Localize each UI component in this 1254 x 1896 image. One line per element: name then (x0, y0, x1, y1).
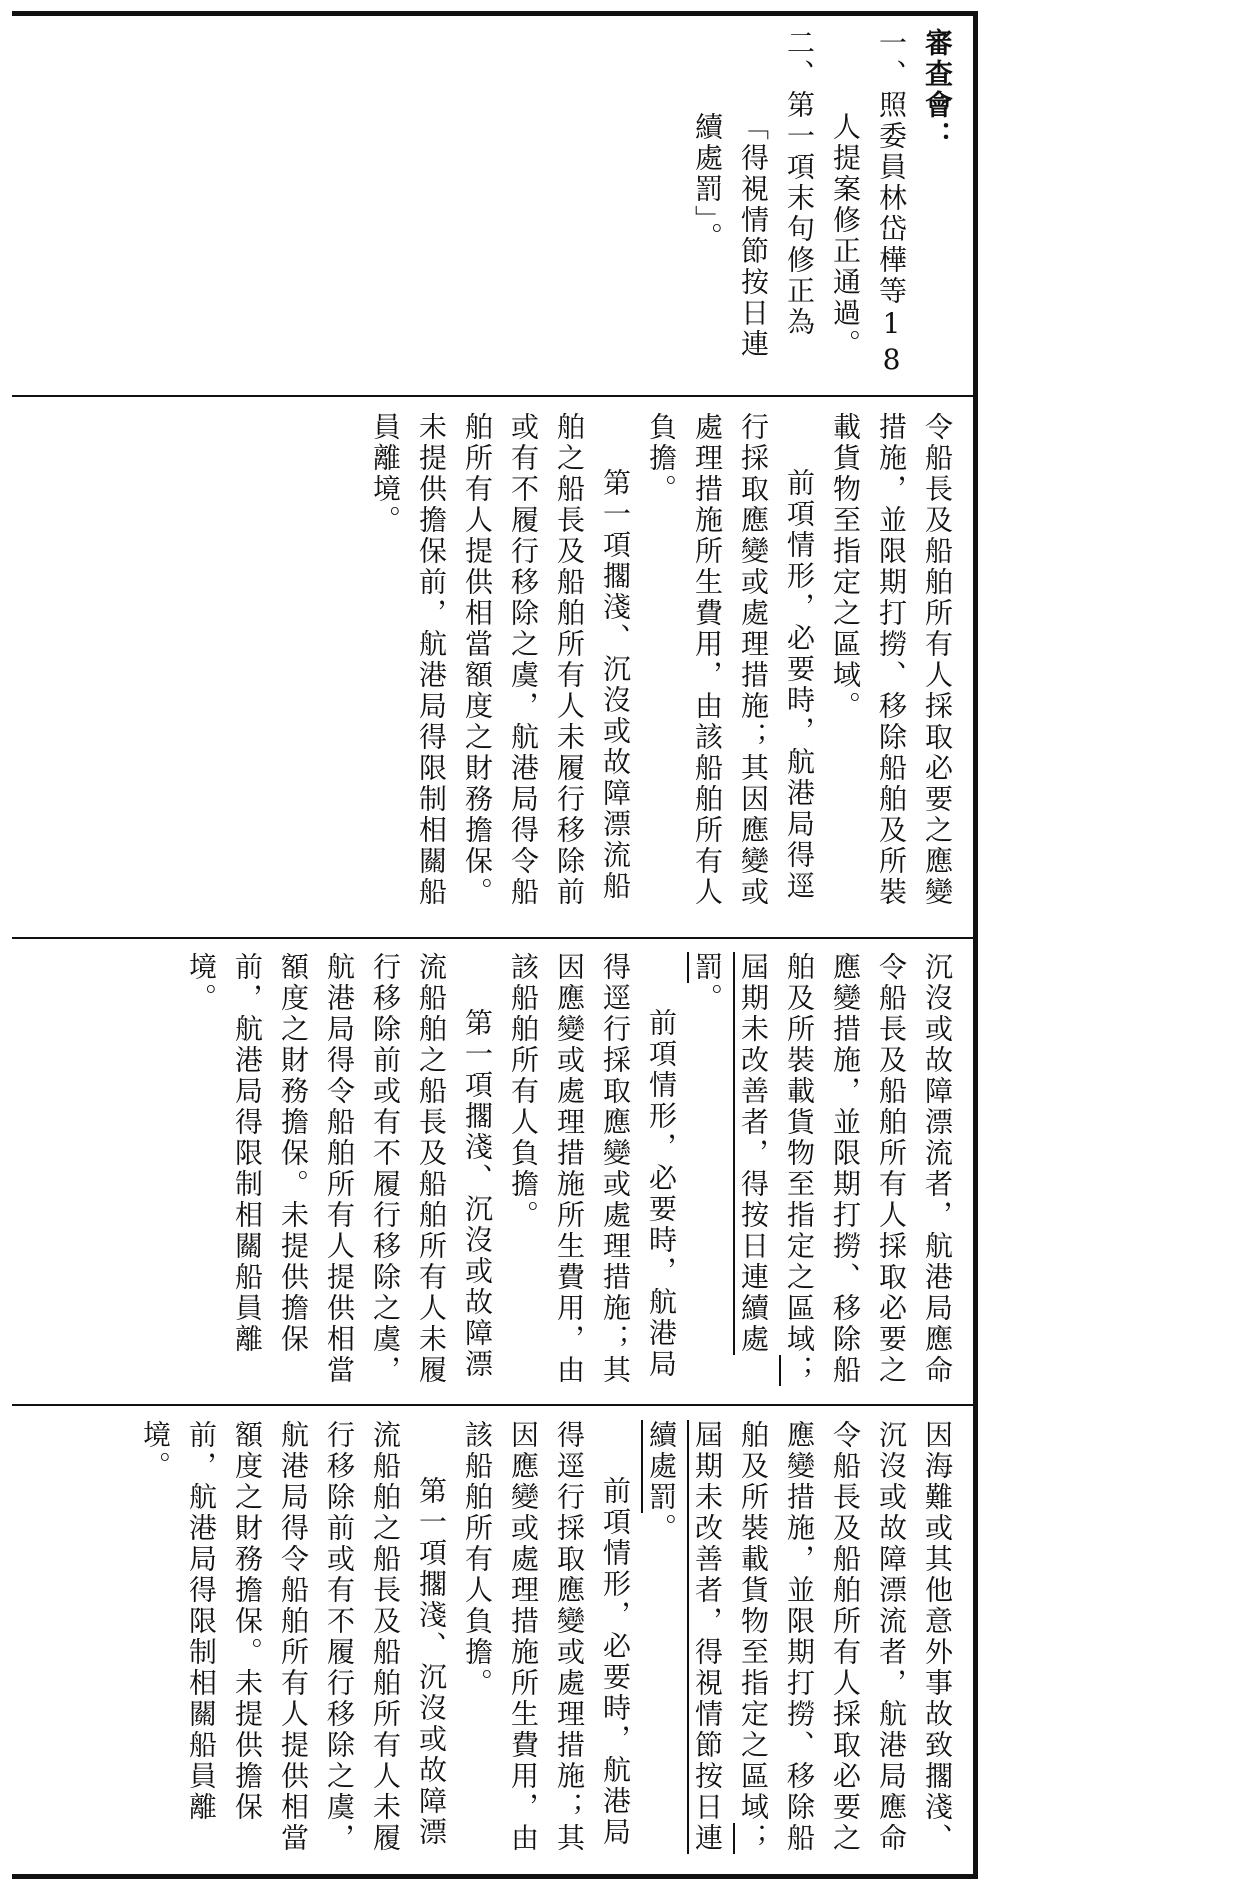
proposal-a-paragraph-1 (638, 1420, 960, 1865)
proposal-b-paragraph-3: 第一項擱淺、沉沒或故障漂流船舶之船長及船舶所有人未履行移除前或有不履行移除之虞，航港局得令船舶所有人提供相當額度之財務擔保。未提供擔保前，航港局得限制相關船員離境。 (185, 952, 494, 1386)
table-top-border (12, 11, 978, 16)
current-law-column (30, 412, 960, 922)
proposal-a-amended-text: ；屆期未改善者，得視情節按日連續處罰 (645, 1420, 770, 1854)
proposal-b-paragraph-2: 前項情形，必要時，航港局得逕行採取應變或處理措施；其因應變或處理措施所生費用，由該船舶所有人負擔。 (507, 952, 678, 1386)
proposal-a-paragraph-3: 第一項擱淺、沉沒或故障漂流船舶之船長及船舶所有人未履行移除前或有不履行移除之虞，航港局得令船舶所有人提供相當額度之財務擔保。未提供擔保前，航港局得限制相關船員離境。 (139, 1420, 448, 1854)
current-law-paragraph-1: 令船長及船舶所有人採取必要之應變措施，並限期打撈、移除船舶及所裝載貨物至指定之區域。 (829, 412, 954, 908)
proposal-b-column (30, 952, 960, 1392)
proposal-a-period: 。 (645, 1513, 678, 1544)
review-item-1: 一、照委員林岱樺等18人提案修正通過。 (829, 28, 908, 379)
column-divider-3 (12, 1404, 973, 1406)
proposal-a-column (30, 1420, 960, 1865)
column-divider-2 (12, 937, 973, 939)
proposal-b-period: 。 (691, 983, 724, 1014)
table-right-border (973, 11, 978, 1879)
review-heading: 審查會： (921, 28, 954, 152)
review-column (30, 28, 960, 383)
current-law-paragraph-2: 前項情形，必要時，航港局得逕行採取應變或處理措施；其因應變或處理措施所生費用，由該船舶所有人負擔。 (645, 412, 816, 908)
table-bottom-border (12, 1874, 978, 1879)
current-law-paragraph-3: 第一項擱淺、沉沒或故障漂流船舶之船長及船舶所有人未履行移除前或有不履行移除之虞，航港局得令船舶所有人提供相當額度之財務擔保。未提供擔保前，航港局得限制相關船員離境。 (369, 412, 632, 908)
column-divider-1 (12, 395, 973, 397)
proposal-b-text: 沉沒或故障漂流者，航港局應命令船長及船舶所有人採取必要之應變措施，並限期打撈、移除船舶及所裝載貨物至指定之區域 (783, 952, 954, 1386)
proposal-a-text: 因海難或其他意外事故致擱淺、沉沒或故障漂流者，航港局應命令船長及船舶所有人採取必要之應變措施，並限期打撈、移除船舶及所裝載貨物至指定之區域 (737, 1420, 954, 1854)
review-item-2: 二、第一項末句修正為「得視情節按日連續處罰」。 (691, 28, 816, 360)
proposal-b-amended-text: ；屆期未改善者，得按日連續處罰 (691, 952, 816, 1386)
proposal-a-paragraph-2: 前項情形，必要時，航港局得逕行採取應變或處理措施；其因應變或處理措施所生費用，由該船舶所有人負擔。 (461, 1420, 632, 1854)
proposal-b-paragraph-1 (684, 952, 960, 1392)
